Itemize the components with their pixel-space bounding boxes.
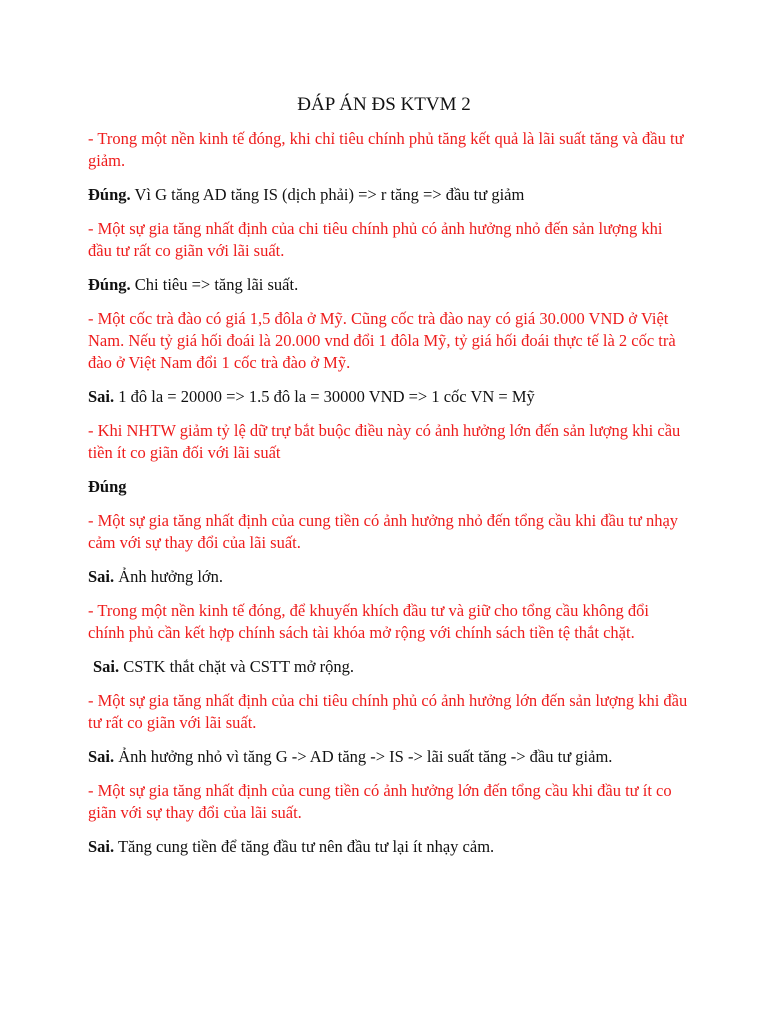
question-3: - Một cốc trà đào có giá 1,5 đôla ở Mỹ. Cũng cốc trà đào nay có giá 30.000 VND ở Việt Nam. Nếu tỷ giá hối đoái là 20.000 vnd đổi 1 đôla Mỹ, tỷ giá hối đoái thực tế là 2 cốc trà đào ở Việt Nam đổi 1 cốc trà đào ở Mỹ. — [88, 309, 676, 372]
question-4: - Khi NHTW giảm tỷ lệ dữ trự bắt buộc điều này có ảnh hưởng lớn đến sản lượng khi cầu tiền ít co giãn đối với lãi suất — [88, 421, 681, 462]
answer-2-verdict: Đúng. — [88, 275, 131, 294]
answer-4-verdict: Đúng — [88, 477, 127, 496]
answer-8-explanation: Tăng cung tiền để tăng đầu tư nên đầu tư lại ít nhạy cảm. — [114, 837, 495, 856]
answer-4 — [88, 476, 688, 498]
question-8: - Một sự gia tăng nhất định của cung tiền có ảnh hưởng lớn đến tổng cầu khi đầu tư ít co giãn với sự thay đổi của lãi suất. — [88, 781, 672, 822]
answer-2-explanation: Chi tiêu => tăng lãi suất. — [130, 275, 299, 294]
question-7: - Một sự gia tăng nhất định của chi tiêu chính phủ có ảnh hưởng lớn đến sản lượng khi đầu tư rất co giãn với lãi suất. — [88, 691, 688, 732]
document-body — [88, 128, 688, 870]
answer-5 — [88, 566, 688, 588]
question-5: - Một sự gia tăng nhất định của cung tiền có ảnh hưởng nhỏ đến tổng cầu khi đầu tư nhạy cảm với sự thay đổi của lãi suất. — [88, 511, 679, 552]
answer-3-verdict: Sai. — [88, 387, 115, 406]
answer-2 — [88, 274, 688, 296]
question-2: - Một sự gia tăng nhất định của chi tiêu chính phủ có ảnh hưởng nhỏ đến sản lượng khi đầu tư rất co giãn với lãi suất. — [88, 219, 663, 260]
answer-7-explanation: Ảnh hưởng nhỏ vì tăng G -> AD tăng -> IS -> lãi suất tăng -> đầu tư giảm. — [114, 747, 613, 766]
answer-5-explanation: Ảnh hưởng lớn. — [114, 567, 224, 586]
document-title: ĐÁP ÁN ĐS KTVM 2 — [297, 94, 471, 115]
answer-1 — [88, 184, 688, 206]
answer-5-verdict: Sai. — [88, 567, 115, 586]
answer-1-explanation: Vì G tăng AD tăng IS (dịch phải) => r tăng => đầu tư giảm — [130, 185, 525, 204]
answer-8 — [88, 836, 688, 858]
answer-8-verdict: Sai. — [88, 837, 115, 856]
answer-6-verdict: Sai. — [93, 657, 120, 676]
question-1: - Trong một nền kinh tế đóng, khi chỉ tiêu chính phủ tăng kết quả là lãi suất tăng và đầu tư giảm. — [88, 129, 684, 170]
answer-6 — [88, 656, 688, 678]
answer-3-explanation: 1 đô la = 20000 => 1.5 đô la = 30000 VND => 1 cốc VN = Mỹ — [114, 387, 535, 406]
answer-1-verdict: Đúng. — [88, 185, 131, 204]
question-6: - Trong một nền kinh tế đóng, để khuyến khích đầu tư và giữ cho tổng cầu không đổi chính phủ cần kết hợp chính sách tài khóa mở rộng với chính sách tiền tệ thắt chặt. — [88, 601, 649, 642]
answer-7-verdict: Sai. — [88, 747, 115, 766]
answer-3 — [88, 386, 688, 408]
answer-7 — [88, 746, 688, 768]
answer-6-explanation: CSTK thắt chặt và CSTT mở rộng. — [119, 657, 354, 676]
